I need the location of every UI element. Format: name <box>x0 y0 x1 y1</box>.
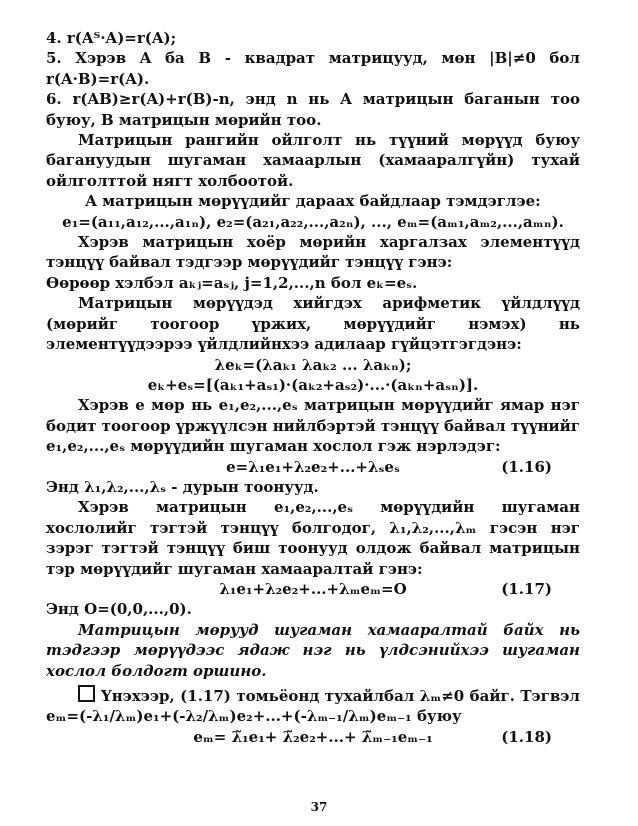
formula-row-addition: eₖ+eₛ=[(aₖ₁+aₛ₁)·(aₖ₂+aₛ₂)·...·(aₖₙ+aₛₙ)]. <box>147 375 479 394</box>
page-number: 37 <box>310 800 328 814</box>
item-4: 4. r(Aᵀ·A)=r(A); <box>46 29 177 47</box>
paragraph-equal-rows: Хэрэв матрицын хоёр мөрийн харгалзах элементүүд тэнцүү байвал тэдгээр мөрүүдийг тэнцүү гэнэ: <box>46 233 580 272</box>
proof-text: Үнэхээр, (1.17) томьёонд тухайлбал λₘ≠0 байг. Тэгвэл eₘ=(-λ₁/λₘ)e₁+(-λ₂/λₘ)e₂+...+(-λₘ₋₁/λₘ)eₘ₋₁ буюу <box>46 687 580 726</box>
proof-paragraph <box>46 685 580 727</box>
formula-zero-combination: λ₁e₁+λ₂e₂+...+λₘeₘ=O <box>219 579 407 598</box>
equation-1-16 <box>46 457 580 477</box>
theorem-statement: Матрицын мөрууд шугаман хамааралтай байх нь тэдгээр мөрүүдээс ядаж нэг нь үлдсэнийхээ шугаман хослол болдогт оршино. <box>46 620 580 680</box>
formula-linear-combination: e=λ₁e₁+λ₂e₂+...+λₛeₛ <box>226 457 400 476</box>
item-5: 5. Хэрэв A ба B - квадрат матрицууд, мөн |B|≠0 бол r(A·B)=r(A). <box>46 49 580 88</box>
rows-notation-intro: A матрицын мөрүүдийг дараах байдлаар тэмдэглэе: <box>85 192 541 211</box>
proof-box-icon <box>78 685 95 702</box>
formula-scalar-multiplication: λeₖ=(λaₖ₁ λaₖ₂ ... λaₖₙ); <box>214 355 412 374</box>
formula-em-expression: eₘ= λ̃₁e₁+ λ̃₂e₂+...+ λ̃ₘ₋₁eₘ₋₁ <box>193 727 433 746</box>
equal-rows-condition: Өөрөөр хэлбэл aₖⱼ=aₛⱼ, j=1,2,...,n бол eₖ=eₛ. <box>46 273 418 292</box>
lambda-note: Энд λ₁,λ₂,...,λₛ - дурын тоонууд. <box>46 477 319 496</box>
paragraph-row-operations: Матрицын мөрүүдэд хийгдэх арифметик үйлдлүүд (мөрийг тоогоор үржих, мөрүүдийг нэмэх) нь элементүүдээрээ үйлдлийнхээ адилаар гүйцэтгэгдэнэ: <box>46 294 580 354</box>
item-6: 6. r(AB)≥r(A)+r(B)-n, энд n нь A матрицын баганын тоо буюу, B матрицын мөрийн тоо. <box>46 90 580 129</box>
paragraph-linear-combination: Хэрэв e мөр нь e₁,e₂,...,eₛ матрицын мөрүүдийг ямар нэг бодит тоогоор үржүүлсэн нийлбэртэй тэнцүү байвал түүнийг e₁,e₂,...,eₛ мөрүүдийн шугаман хослол гэж нэрлэдэг: <box>46 396 580 456</box>
equation-1-17 <box>46 579 580 599</box>
equation-1-18 <box>46 727 580 747</box>
rows-definition-formula: e₁=(a₁₁,a₁₂,...,a₁ₙ), e₂=(a₂₁,a₂₂,...,a₂ₙ), ..., eₘ=(aₘ₁,aₘ₂,...,aₘₙ). <box>62 212 564 231</box>
equation-number-1-16: (1.16) <box>501 457 552 476</box>
paragraph-rank-concept: Матрицын рангийн ойлголт нь түүний мөрүүд буюу багануудын шугаман хамаарлын (хамааралгүйн) тухай ойлголттой нягт холбоотой. <box>46 131 580 190</box>
equation-number-1-18: (1.18) <box>501 727 552 746</box>
paragraph-linear-dependence: Хэрэв матрицын e₁,e₂,...,eₛ мөрүүдийн шугаман хослолийг тэгтэй тэнцүү болгодог, λ₁,λ₂,...,λₘ гэсэн нэг зэрэг тэгтэй тэнцүү биш тоонууд олдож байвал матрицын тэр мөрүүдийг шугаман хамааралтай гэнэ: <box>46 498 580 578</box>
equation-number-1-17: (1.17) <box>501 579 552 598</box>
zero-vector-note: Энд O=(0,0,...,0). <box>46 600 192 619</box>
